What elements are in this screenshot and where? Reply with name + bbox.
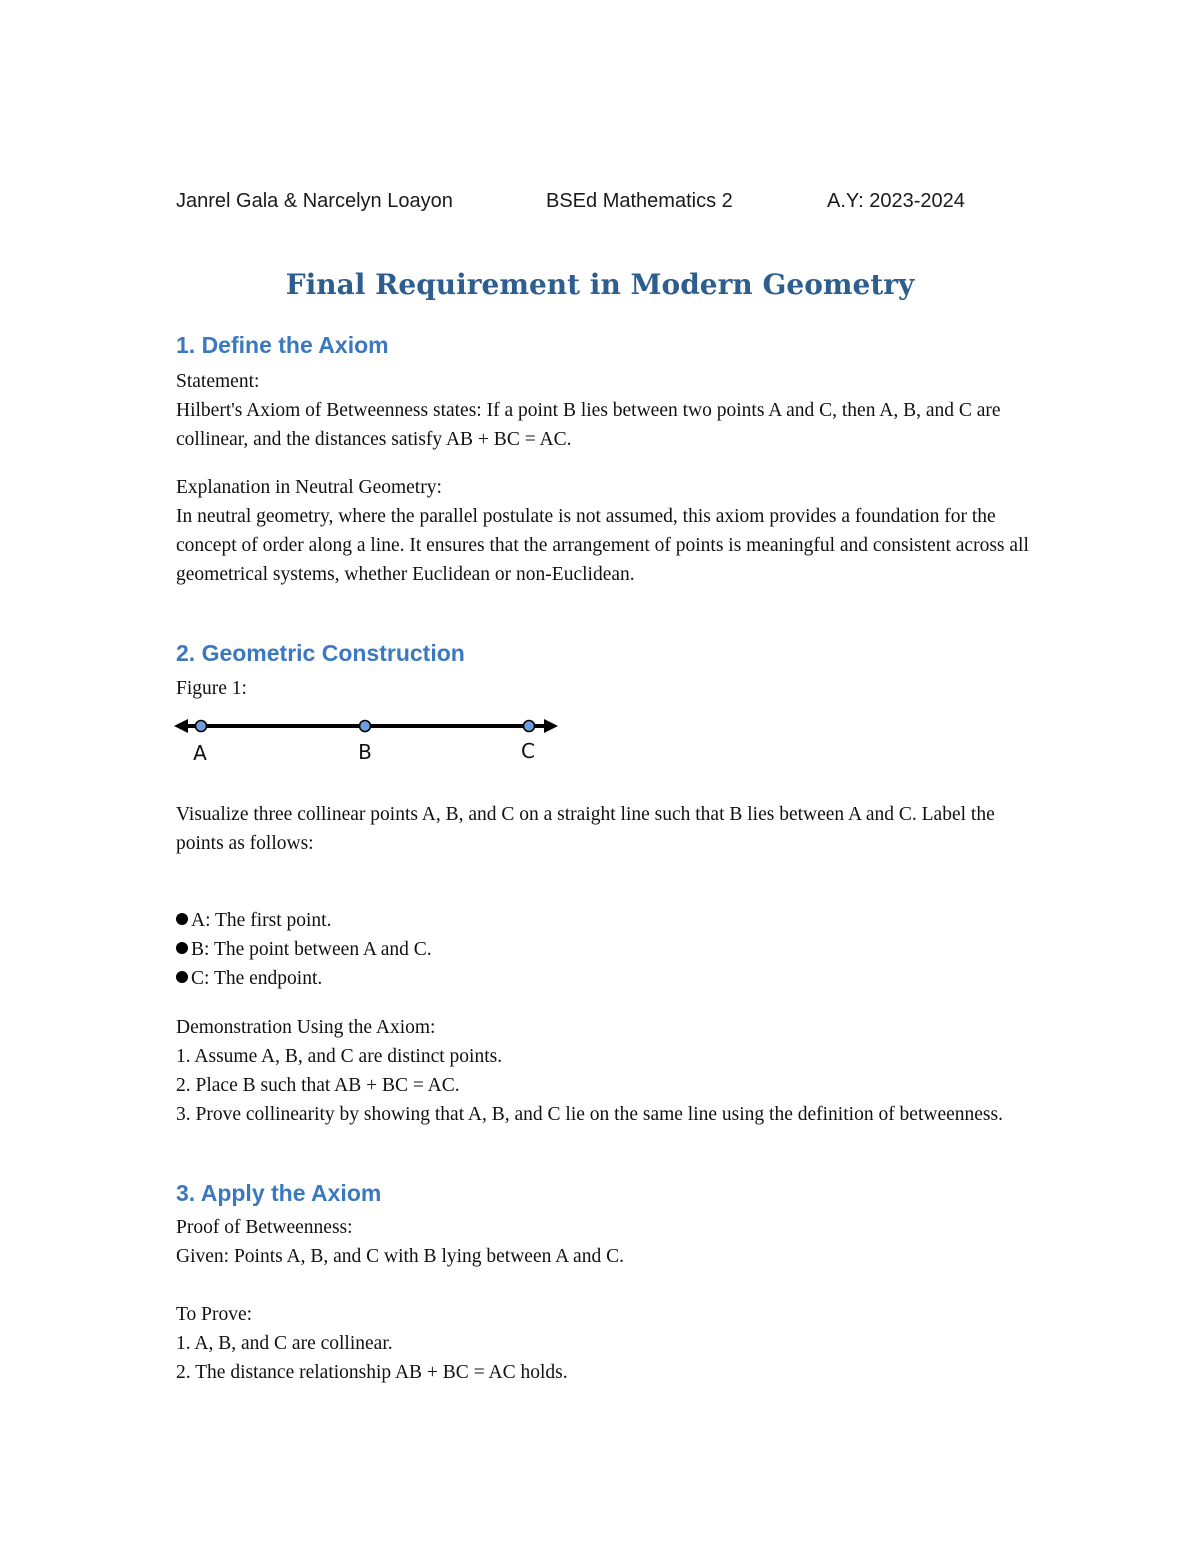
visualize-text: Visualize three collinear points A, B, and C on a straight line such that B lies between A and C. Label the points as follows: [176,804,995,854]
demo-step: 2. Place B such that AB + BC = AC. [176,1075,460,1096]
left-arrowhead-icon [174,719,188,733]
section-3-heading: 3. Apply the Axiom [176,1180,382,1206]
explanation-block [176,473,1036,589]
to-prove-item: 2. The distance relationship AB + BC = AC holds. [176,1362,568,1383]
statement-label: Statement: [176,371,260,392]
point-b-marker [360,721,371,732]
to-prove-item: 1. A, B, and C are collinear. [176,1333,393,1354]
authors-text: Janrel Gala & Narcelyn Loayon [176,190,453,212]
explanation-text: In neutral geometry, where the parallel postulate is not assumed, this axiom provides a foundation for the concept of order along a line. It ensures that the arrangement of points is meaningful and consistent across all geometrical systems, whether Euclidean or non-Euclidean. [176,506,1029,585]
bullet-item: B: The point between A and C. [176,935,1036,964]
section-1-heading: 1. Define the Axiom [176,332,389,358]
right-arrowhead-icon [544,719,558,733]
academic-year-text: A.Y: 2023-2024 [827,190,965,212]
bullet-icon [176,971,188,983]
to-prove-label: To Prove: [176,1304,253,1325]
bullet-list [176,906,1036,993]
demo-label: Demonstration Using the Axiom: [176,1017,436,1038]
section-2-heading: 2. Geometric Construction [176,640,465,666]
proof-block [176,1213,1036,1271]
statement-text: Hilbert's Axiom of Betweenness states: If a point B lies between two points A and C, then A, B, and C are collinear, and the distances satisfy AB + BC = AC. [176,400,1001,450]
demonstration-block [176,1013,1036,1129]
to-prove-block [176,1300,1036,1387]
section-1-body [176,367,1036,454]
bullet-icon [176,913,188,925]
point-b-label: B [358,740,372,764]
proof-label: Proof of Betweenness: [176,1217,353,1238]
point-c-label: C [521,739,535,763]
bullet-item: C: The endpoint. [176,964,1036,993]
document-title: Final Requirement in Modern Geometry [285,268,915,301]
demo-step: 3. Prove collinearity by showing that A, B, and C lie on the same line using the definition of betweenness. [176,1104,1003,1125]
figure-label: Figure 1: [176,678,247,699]
given-text: Given: Points A, B, and C with B lying between A and C. [176,1246,624,1267]
number-line-figure [172,712,562,768]
demo-step: 1. Assume A, B, and C are distinct points. [176,1046,503,1067]
bullet-item: A: The first point. [176,906,1036,935]
point-a-label: A [193,741,207,765]
point-c-marker [524,721,535,732]
program-text: BSEd Mathematics 2 [546,190,733,212]
bullet-icon [176,942,188,954]
explanation-label: Explanation in Neutral Geometry: [176,477,442,498]
point-a-marker [196,721,207,732]
